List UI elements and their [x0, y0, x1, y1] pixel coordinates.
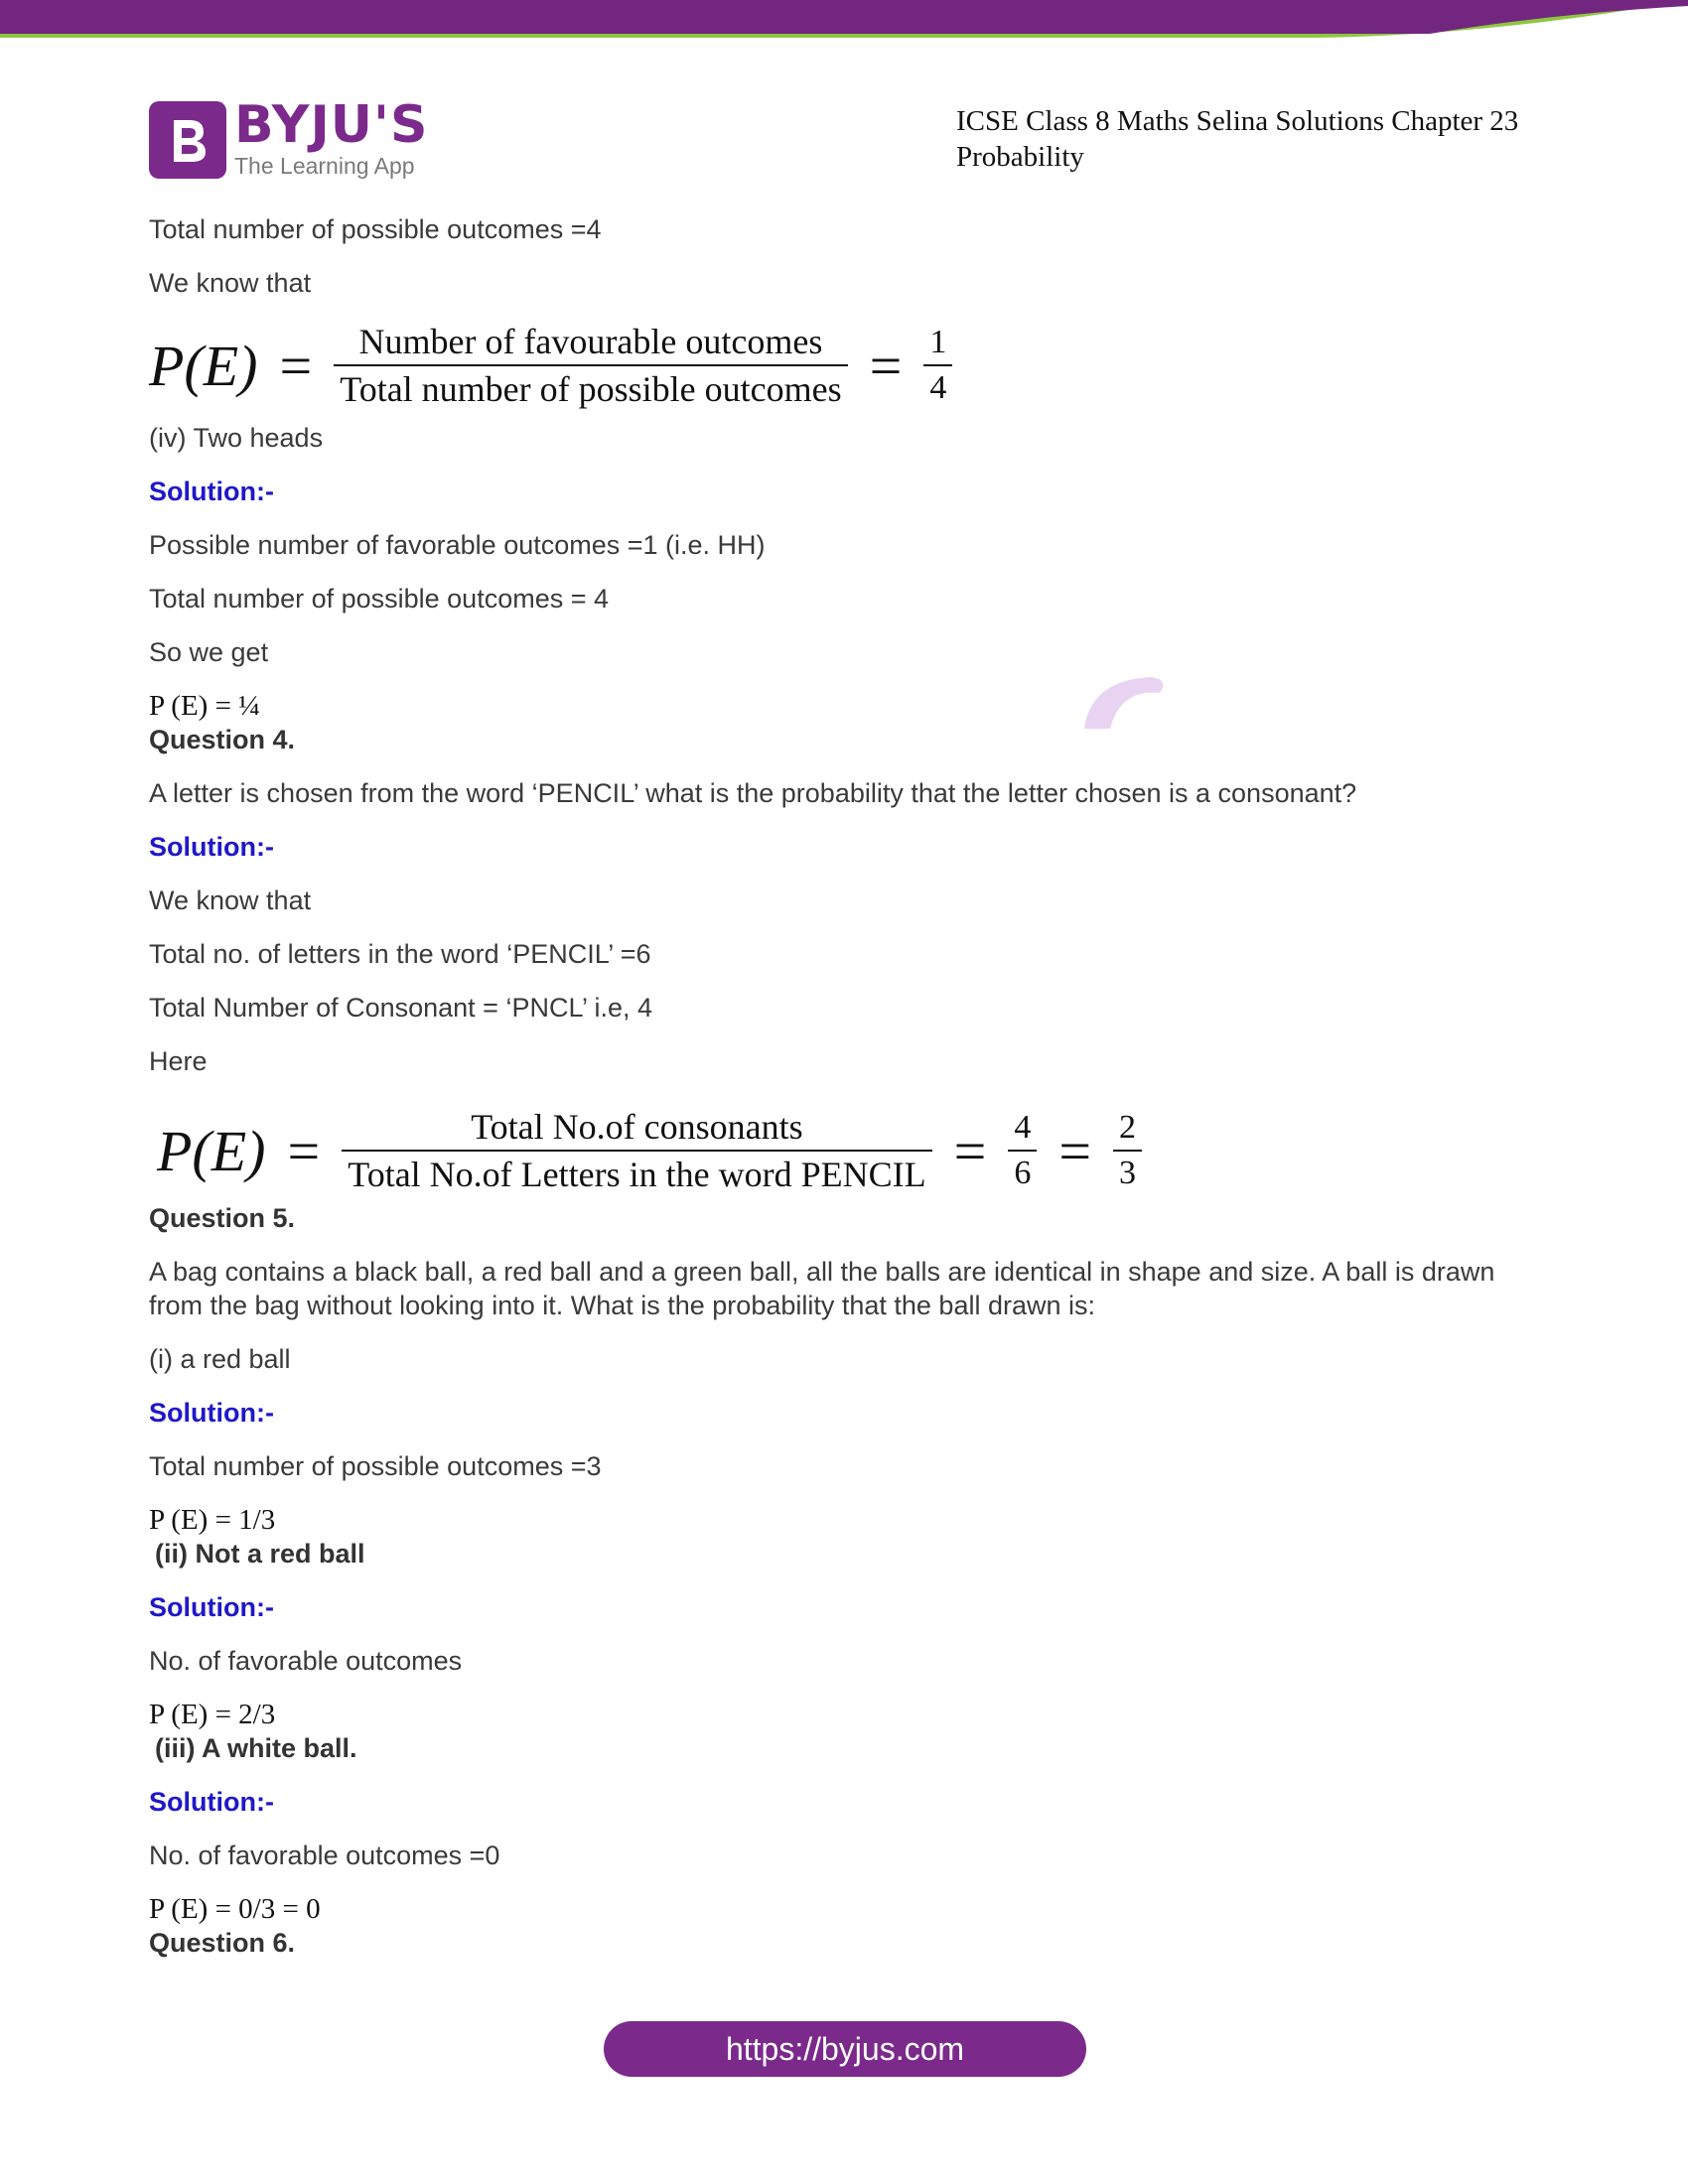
- brand-name: BYJU'S: [234, 95, 429, 155]
- fraction-mid: [1008, 1108, 1037, 1193]
- text-line: Total no. of letters in the word ‘PENCIL’ =6: [149, 939, 651, 969]
- equation-2: [149, 1104, 1539, 1197]
- eq-lhs: P(E): [149, 333, 258, 398]
- text-line: We know that: [149, 268, 312, 298]
- document-body: [149, 208, 1539, 1960]
- numerator: Total No.of consonants: [471, 1107, 803, 1147]
- denominator: 4: [923, 364, 952, 408]
- text-line: Total number of possible outcomes =4: [149, 214, 602, 244]
- denominator: Total No.of Letters in the word PENCIL: [342, 1150, 931, 1195]
- formula-line: P (E) = 2/3: [149, 1699, 276, 1730]
- numerator: Number of favourable outcomes: [358, 322, 823, 361]
- eq-sign: =: [287, 1118, 321, 1183]
- eq-sign: =: [1058, 1118, 1092, 1183]
- solution-heading: Solution:-: [149, 832, 274, 862]
- solution-heading: Solution:-: [149, 1592, 274, 1622]
- brand-logo[interactable]: [149, 95, 429, 180]
- formula-line: P (E) = 1/3: [149, 1504, 276, 1536]
- formula-line: P (E) = ¼: [149, 690, 260, 722]
- text-line: Here: [149, 1046, 208, 1076]
- solution-heading: Solution:-: [149, 1398, 274, 1428]
- question-heading: Question 6.: [149, 1928, 296, 1958]
- text-line: Total Number of Consonant = ‘PNCL’ i.e, 4: [149, 993, 653, 1023]
- question-heading: Question 5.: [149, 1203, 296, 1233]
- sub-question: (ii) Not a red ball: [155, 1539, 365, 1569]
- title-line-1: ICSE Class 8 Maths Selina Solutions Chapter 23: [956, 105, 1519, 137]
- fraction-result: [923, 323, 952, 408]
- solution-heading: Solution:-: [149, 477, 274, 506]
- numerator: 4: [1014, 1109, 1032, 1146]
- text-line: So we get: [149, 637, 269, 667]
- logo-b-icon: [149, 101, 226, 179]
- equation-1: [149, 318, 1539, 413]
- text-line: (iv) Two heads: [149, 423, 324, 453]
- numerator: 2: [1119, 1109, 1137, 1146]
- page-title: [956, 103, 1572, 175]
- text-line: Total number of possible outcomes =3: [149, 1451, 602, 1481]
- solution-heading: Solution:-: [149, 1787, 274, 1817]
- denominator: Total number of possible outcomes: [334, 364, 847, 410]
- title-line-2: Probability: [956, 141, 1084, 173]
- numerator: 1: [929, 324, 947, 360]
- denominator: 3: [1113, 1150, 1142, 1193]
- fraction-result: [1113, 1108, 1142, 1193]
- fraction: [334, 321, 847, 410]
- sub-question: (iii) A white ball.: [155, 1733, 357, 1763]
- brand-tagline: The Learning App: [234, 153, 415, 179]
- text-line: We know that: [149, 886, 312, 915]
- text-line: (i) a red ball: [149, 1344, 291, 1374]
- text-line: No. of favorable outcomes =0: [149, 1841, 500, 1870]
- eq-lhs: P(E): [157, 1118, 266, 1183]
- text-line: Total number of possible outcomes = 4: [149, 584, 610, 614]
- eq-sign: =: [953, 1118, 987, 1183]
- website-link-button[interactable]: https://byjus.com: [604, 2021, 1086, 2077]
- text-line: No. of favorable outcomes: [149, 1646, 463, 1676]
- top-banner: [0, 0, 1688, 60]
- question-heading: Question 4.: [149, 725, 296, 754]
- formula-line: P (E) = 0/3 = 0: [149, 1893, 321, 1925]
- eq-sign: =: [869, 333, 903, 398]
- eq-sign: =: [279, 333, 313, 398]
- fraction: [342, 1106, 931, 1195]
- denominator: 6: [1008, 1150, 1037, 1193]
- question-text: A bag contains a black ball, a red ball and a green ball, all the balls are identical in shape and size. A ball is drawn from the bag without looking into it. What is the probability that the ball drawn is:: [149, 1257, 1495, 1320]
- text-line: Possible number of favorable outcomes =1 (i.e. HH): [149, 530, 766, 560]
- question-text: A letter is chosen from the word ‘PENCIL’ what is the probability that the letter chosen is a consonant?: [149, 778, 1357, 808]
